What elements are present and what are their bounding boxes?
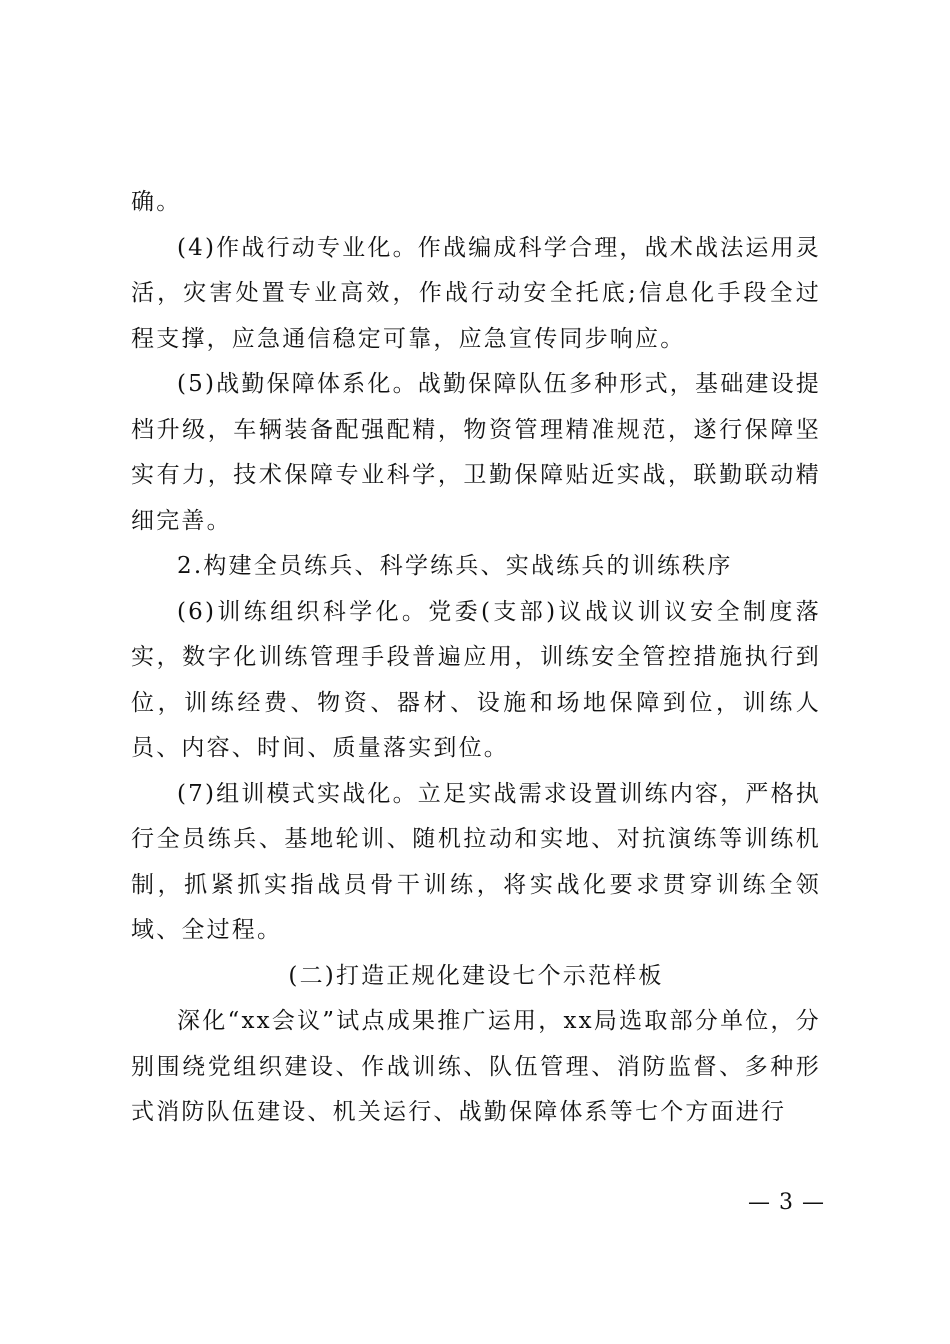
paragraph-item-7: (7)组训模式实战化。立足实战需求设置训练内容，严格执行全员练兵、基地轮训、随机拉动和实地、对抗演练等训练机制，抓紧抓实指战员骨干训练，将实战化要求贯穿训练全领域、全过程。 [131,780,821,943]
page-number: — 3 — [748,1190,825,1215]
section-heading: (二)打造正规化建设七个示范样板 [288,962,664,989]
document-body [131,180,821,1136]
paragraph-item-6: (6)训练组织科学化。党委(支部)议战议训议安全制度落实，数字化训练管理手段普遍应用，训练安全管控措施执行到位，训练经费、物资、器材、设施和场地保障到位，训练人员、内容、时间、质量落实到位。 [131,598,821,761]
paragraph-continuation: 确。 [131,189,182,215]
paragraph-item-4: (4)作战行动专业化。作战编成科学合理，战术战法运用灵活，灾害处置专业高效，作战行动安全托底;信息化手段全过程支撑，应急通信稳定可靠，应急宣传同步响应。 [131,234,821,352]
paragraph-section-intro: 深化“xx会议”试点成果推广运用，xx局选取部分单位，分别围绕党组织建设、作战训练、队伍管理、消防监督、多种形式消防队伍建设、机关运行、战勤保障体系等七个方面进行 [131,1008,821,1125]
paragraph-item-5: (5)战勤保障体系化。战勤保障队伍多种形式，基础建设提档升级，车辆装备配强配精，物资管理精准规范，遂行保障坚实有力，技术保障专业科学，卫勤保障贴近实战，联勤联动精细完善。 [131,371,821,534]
subsection-heading-2: 2.构建全员练兵、科学练兵、实战练兵的训练秩序 [177,553,733,579]
